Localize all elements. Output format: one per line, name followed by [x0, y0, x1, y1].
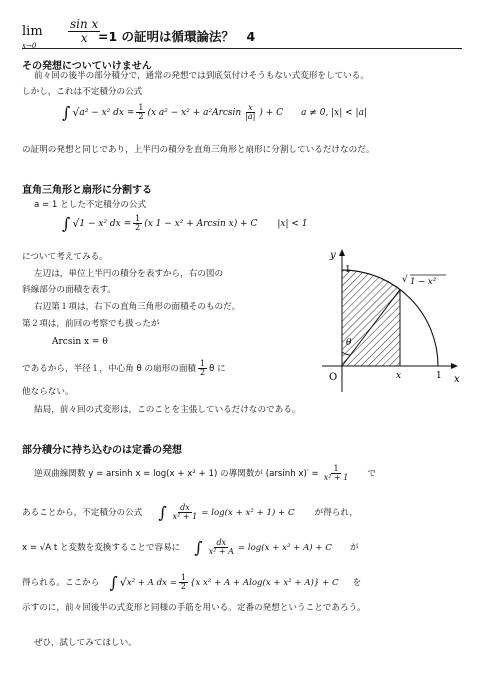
section1-equation: ∫ √ a² − x² dx = $\frac{1}{2}$ (x a² − x² + a²Arcsin $\frac{x}{|a|}$ ) + C a ≠ 0, |x| < |a|	[62, 102, 367, 122]
section2-p2: について考えてみる。	[22, 252, 108, 262]
section2-p8	[22, 360, 226, 378]
section1-p2: しかし，これは不定積分の公式	[22, 87, 143, 97]
eq2-mid: (x 1 − x² + Arcsin x) + C	[144, 218, 258, 229]
eq1-mid: (x a² − x² + a²Arcsin	[147, 107, 242, 118]
section2-p6: 第２項は，前回の考察でも扱ったが	[22, 319, 160, 329]
section2-heading: 直角三角形と扇形に分割する	[22, 185, 152, 196]
eq1-end: ) + C	[259, 107, 284, 118]
section3-line1	[34, 465, 376, 483]
section1-p1: 前々回の後半の部分積分で，通常の発想では到底気付けそうもない式変形をしている。	[34, 71, 369, 81]
section3-l4-lhs: x² + A dx =	[126, 577, 177, 588]
eq1-half-den: 2	[138, 112, 144, 121]
unit-circle-figure	[318, 246, 464, 396]
section3-line4: 得られる。ここから ∫ √ x² + A dx = $\frac{1}{2}$ {x x² + A + Alog(x + x² + A)} + C を	[22, 572, 362, 592]
page-title: =1 の証明は循環論法？ 4	[98, 29, 256, 44]
section3-l1a: 逆双曲線関数 y = arsinh x = log(x + x² + 1) の導関数が (arsinh x)′ =	[34, 468, 319, 479]
eq2-half-den: 2	[135, 223, 141, 232]
l1-frac-den: x² + 1	[323, 473, 349, 483]
title-lim-sub: x→0	[22, 42, 37, 50]
l4-frac-den: 2	[180, 582, 186, 592]
l3-frac-num: dx	[216, 538, 227, 547]
title-lim: lim	[22, 24, 43, 39]
eq1-frac-den: |a|	[245, 112, 256, 121]
section1-heading: その発想についていけません	[22, 61, 152, 72]
section3-l4a: 得られる。ここから	[22, 577, 100, 588]
fig-one-x: 1	[436, 371, 442, 381]
section3-l2a: あることから，不定積分の公式	[22, 507, 143, 518]
x-axis-arrow-icon	[451, 363, 458, 369]
section3-l3a: x = √A t と変数を変換することで容易に	[22, 542, 181, 553]
p8-frac-den: 2	[200, 368, 206, 378]
eq1-lhs: a² − x² dx =	[79, 107, 135, 118]
eq1-half-num: 1	[138, 102, 144, 112]
fig-curve-label: 1 − x²	[410, 277, 437, 287]
p8-frac-num: 1	[200, 359, 206, 368]
eq1-condition: a ≠ 0, |x| < |a|	[301, 107, 367, 118]
title-fraction	[68, 18, 100, 44]
section2-p9: 他ならない。	[22, 387, 74, 397]
section1-p3: の証明の発想と同じであり，上半円の積分を直角三角形と扇形に分割しているだけなのだ。	[22, 145, 375, 155]
svg-text:√: √	[402, 275, 408, 285]
eq2-lhs: 1 − x² dx =	[79, 218, 132, 229]
section2-p3: 左辺は，単位上半円の積分を表すから，右の図の	[34, 269, 224, 279]
eq2-half-num: 1	[135, 213, 141, 223]
l3-frac-den: x² + A	[208, 547, 234, 557]
section2-p8a: であるから，半径１，中心角 θ の扇形の面積	[22, 363, 197, 374]
eq2-half	[133, 215, 142, 233]
section3-line2: あることから，不定積分の公式 ∫ $\frac{dx}{\text{x² + 1}}$ = log(x + x² + 1) + C が得られ，	[22, 502, 359, 522]
eq2-condition: |x| < 1	[277, 218, 308, 229]
section3-line6: ぜひ，試してみてほしい。	[34, 638, 137, 648]
section3-l4-frac	[179, 574, 188, 592]
section2-p4: 斜線部分の面積を表す。	[22, 285, 116, 295]
section3-heading: 部分積分に持ち込むのは定番の発想	[22, 445, 182, 456]
hatched-region	[342, 270, 400, 366]
title-frac-den: x	[80, 30, 88, 45]
fig-x-label: x	[454, 374, 460, 385]
l2-frac-den: x² + 1	[172, 512, 198, 522]
eq1-frac	[243, 104, 257, 122]
title-bar	[22, 18, 462, 49]
fig-x-tick: x	[396, 371, 402, 381]
section3-l3b: が	[349, 542, 359, 553]
fig-theta: θ	[346, 338, 352, 348]
section2-equation: ∫ √ 1 − x² dx = $\frac{1}{2}$ (x 1 − x² + Arcsin x) + C |x| < 1	[62, 213, 308, 233]
section3-l1-frac	[322, 465, 351, 483]
title-frac-num: sin x	[70, 17, 99, 31]
section3-l4-rhs: {x x² + A + Alog(x + x² + A)} + C	[190, 577, 339, 588]
eq1-frac-num: x	[248, 102, 253, 112]
l2-frac-num: dx	[180, 503, 190, 512]
y-axis-arrow-icon	[339, 249, 345, 256]
section3-l1b: で	[367, 468, 376, 479]
section3-l2-rhs: = log(x + x² + 1) + C	[201, 507, 295, 518]
section2-p8b: θ に	[209, 363, 226, 374]
section3-line3: x = √A t と変数を変換することで容易に ∫ $\frac{dx}{\text{x² + A}}$ = log(x + x² + A) + C が	[22, 537, 359, 557]
section2-p1: a = 1 とした不定積分の公式	[34, 200, 147, 210]
integral-sign: ∫	[62, 103, 71, 122]
l1-frac-num: 1	[333, 464, 339, 473]
fig-origin: O	[329, 372, 338, 383]
section3-l4b: を	[352, 577, 362, 588]
fig-one-y: 1	[345, 265, 351, 275]
eq1-half	[136, 104, 145, 122]
section3-l2b: が得られ，	[314, 507, 359, 518]
fig-y-label: y	[330, 250, 336, 261]
section2-p7: Arcsin x = θ	[52, 337, 108, 347]
section3-line5: 示すのに，前々回後半の式変形と同様の手筋を用いる。定番の発想ということであろう。	[22, 603, 366, 613]
section3-l3-frac	[207, 539, 236, 557]
section3-l3-rhs: = log(x + x² + A) + C	[237, 542, 332, 553]
section3-l2-frac	[171, 504, 200, 522]
section2-p5: 右辺第１項は，右下の直角三角形の面積そのものだ。	[34, 302, 241, 312]
l4-frac-num: 1	[180, 573, 186, 582]
section2-p10: 結局，前々回の式変形は，このことを主張しているだけなのである。	[34, 405, 301, 415]
section2-p8-frac	[198, 360, 207, 378]
